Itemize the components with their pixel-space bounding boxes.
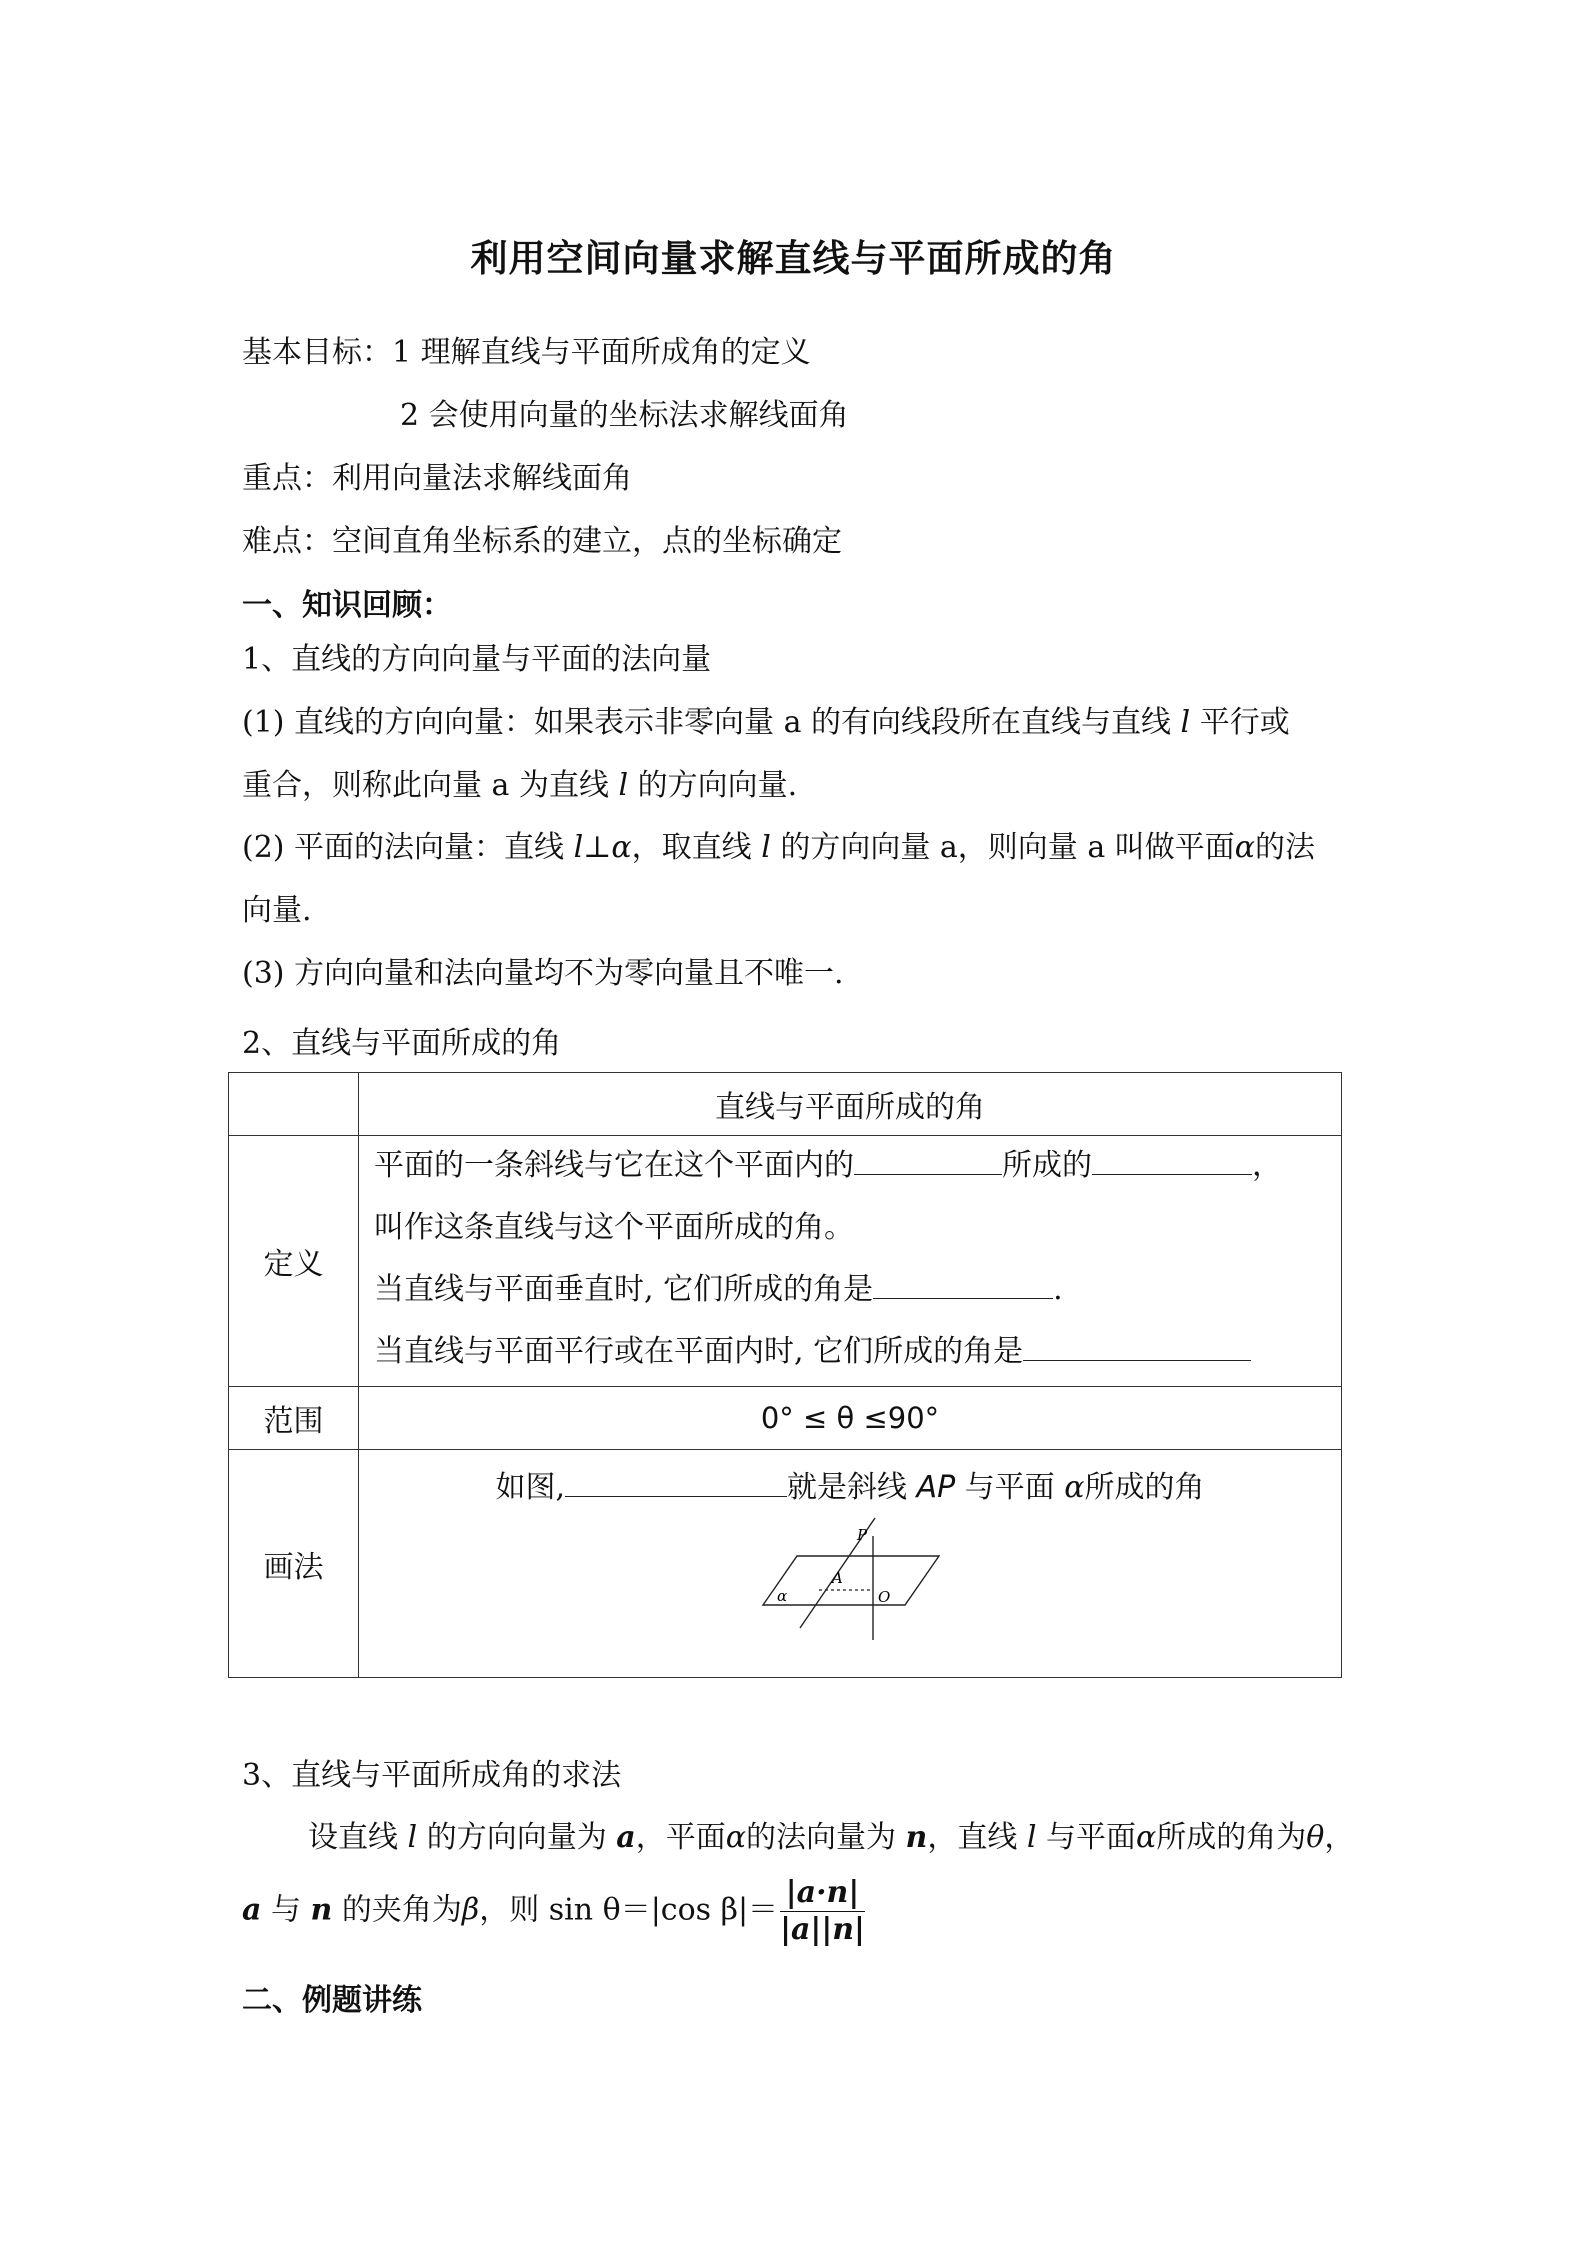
var-l: l [407, 1820, 418, 1855]
perp-expression: l⊥α [573, 830, 632, 865]
fill-blank-3[interactable] [873, 1268, 1053, 1299]
vector-n: n [310, 1892, 333, 1928]
definition-label: 定义 [229, 1136, 359, 1387]
var-l: l [618, 768, 629, 803]
var-theta: θ [1306, 1820, 1325, 1855]
var-alpha: α [1136, 1820, 1157, 1855]
var-l: l [1026, 1820, 1037, 1855]
subsection-3-heading: 3、直线与平面所成角的求法 [242, 1758, 622, 1793]
line-plane-angle-diagram [755, 1512, 955, 1644]
fill-blank-1[interactable] [854, 1144, 1002, 1175]
var-beta: β [461, 1892, 480, 1928]
paragraph-2-line-2: 向量. [242, 893, 312, 928]
definition-line-4: 当直线与平面平行或在平面内时, 它们所成的角是 [374, 1323, 1341, 1385]
table-header: 直线与平面所成的角 [359, 1073, 1342, 1136]
fill-blank-5[interactable] [565, 1466, 787, 1497]
var-alpha: α [725, 1820, 746, 1855]
definition-line-1: 平面的一条斜线与它在这个平面内的 所成的 ， [374, 1137, 1341, 1199]
subsection-2-heading: 2、直线与平面所成的角 [242, 1026, 562, 1061]
plane-parallelogram [763, 1556, 939, 1605]
fraction-denominator: |a||n| [780, 1912, 865, 1947]
label-p: P [857, 1526, 868, 1544]
vector-a: a [616, 1820, 636, 1855]
paragraph-2-line-1: (2) 平面的法向量：直线 l⊥α，取直线 l 的方向向量 a，则向量 a 叫做平面α的法 [242, 830, 1316, 865]
var-l: l [1180, 705, 1191, 740]
definition-line-2: 叫作这条直线与这个平面所成的角。 [374, 1210, 854, 1245]
method-line-1: 设直线 l 的方向向量为 a，平面α的法向量为 n，直线 l 与平面α所成的角为θ， [308, 1820, 1355, 1855]
paragraph-1-line-1: (1) 直线的方向向量：如果表示非零向量 a 的有向线段所在直线与直线 l 平行或 [242, 705, 1290, 740]
subsection-1-heading: 1、直线的方向向量与平面的法向量 [242, 642, 712, 677]
section-1-heading: 一、知识回顾： [242, 588, 452, 623]
label-a: A [832, 1569, 843, 1587]
goal-item-1: 1 理解直线与平面所成角的定义 [392, 335, 811, 370]
drawing-caption: 如图, 就是斜线 AP 与平面 α所成的角 [359, 1462, 1341, 1506]
goal-item-2: 2 会使用向量的坐标法求解线面角 [400, 398, 849, 433]
paragraph-3: (3) 方向向量和法向量均不为零向量且不唯一. [242, 956, 844, 991]
var-l: l [761, 830, 771, 865]
vector-a: a [242, 1892, 262, 1928]
document-title: 利用空间向量求解直线与平面所成的角 [470, 237, 1117, 280]
label-o: O [878, 1588, 891, 1606]
goals-line-1 [242, 327, 811, 371]
sine-formula-fraction [780, 1877, 865, 1946]
paragraph-1-line-2: 重合，则称此向量 a 为直线 l 的方向向量. [242, 768, 798, 803]
fill-blank-4[interactable] [1023, 1330, 1251, 1361]
definition-line-3: 当直线与平面垂直时, 它们所成的角是 . [374, 1261, 1341, 1323]
vector-n: n [905, 1820, 928, 1855]
key-point: 重点：利用向量法求解线面角 [242, 461, 632, 496]
section-2-heading: 二、例题讲练 [242, 1983, 422, 2018]
fill-blank-2[interactable] [1092, 1144, 1252, 1175]
range-value: 0° ≤ θ ≤90° [359, 1387, 1342, 1450]
segment-ap: AP [916, 1470, 956, 1505]
angle-definition-table [228, 1072, 1342, 1678]
plane-alpha: α [1064, 1470, 1085, 1505]
method-line-2: a 与 n 的夹角为β，则 sin θ＝|cos β|＝ $\frac{|a\cdot n|}{|a||n|}$ [242, 1875, 865, 1947]
label-alpha: α [777, 1587, 788, 1605]
drawing-label: 画法 [229, 1450, 359, 1678]
table-corner-cell [229, 1073, 359, 1136]
drawing-content [359, 1450, 1342, 1678]
var-alpha: α [1234, 830, 1256, 865]
range-label: 范围 [229, 1387, 359, 1450]
definition-content [359, 1136, 1342, 1387]
goals-label: 基本目标： [242, 335, 392, 370]
difficulty: 难点：空间直角坐标系的建立，点的坐标确定 [242, 524, 842, 559]
fraction-numerator: |a·n| [780, 1877, 865, 1912]
